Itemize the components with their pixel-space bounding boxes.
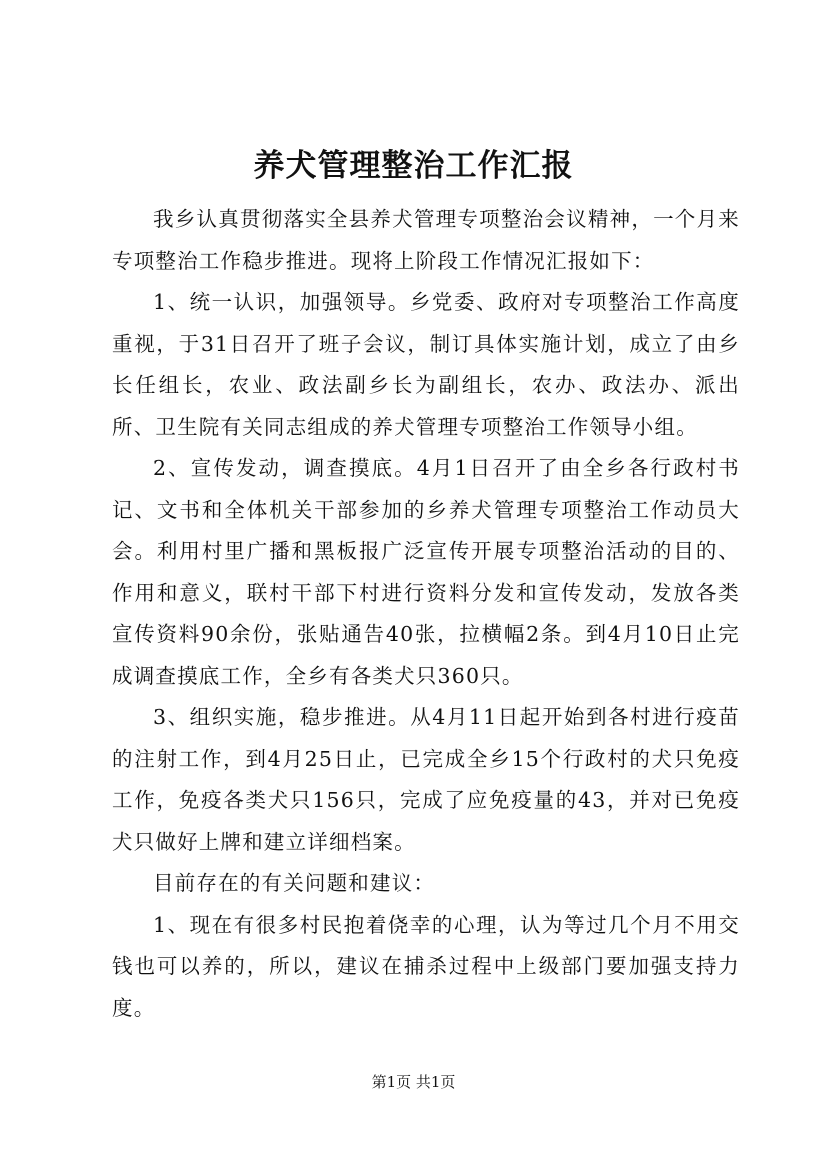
section-3-paragraph: 3、组织实施，稳步推进。从4月11日起开始到各村进行疫苗的注射工作，到4月25日止，已完成全乡15个行政村的犬只免疫工作，免疫各类犬只156只，完成了应免疫量的43，并对已免疫犬只做好上牌和建立详细档案。	[112, 705, 740, 854]
intro-paragraph: 我乡认真贯彻落实全县养犬管理专项整治会议精神，一个月来专项整治工作稳步推进。现将上阶段工作情况汇报如下：	[112, 207, 740, 273]
document-body	[112, 199, 740, 1029]
page-number-footer: 第1页 共1页	[371, 1073, 456, 1091]
document-title: 养犬管理整治工作汇报	[253, 148, 574, 184]
section-2-paragraph: 2、宣传发动，调查摸底。4月1日召开了由全乡各行政村书记、文书和全体机关干部参加的乡养犬管理专项整治工作动员大会。利用村里广播和黑板报广泛宣传开展专项整治活动的目的、作用和意义，联村干部下村进行资料分发和宣传发动，发放各类宣传资料90余份，张贴通告40张，拉横幅2条。到4月10日止完成调查摸底工作，全乡有各类犬只360只。	[112, 456, 740, 688]
issues-heading-paragraph: 目前存在的有关问题和建议：	[153, 871, 436, 895]
section-1-paragraph: 1、统一认识，加强领导。乡党委、政府对专项整治工作高度重视，于31日召开了班子会议，制订具体实施计划，成立了由乡长任组长，农业、政法副乡长为副组长，农办、政法办、派出所、卫生院有关同志组成的养犬管理专项整治工作领导小组。	[112, 290, 740, 439]
suggestion-1-paragraph: 1、现在有很多村民抱着侥幸的心理，认为等过几个月不用交钱也可以养的，所以，建议在捕杀过程中上级部门要加强支持力度。	[112, 912, 740, 1020]
